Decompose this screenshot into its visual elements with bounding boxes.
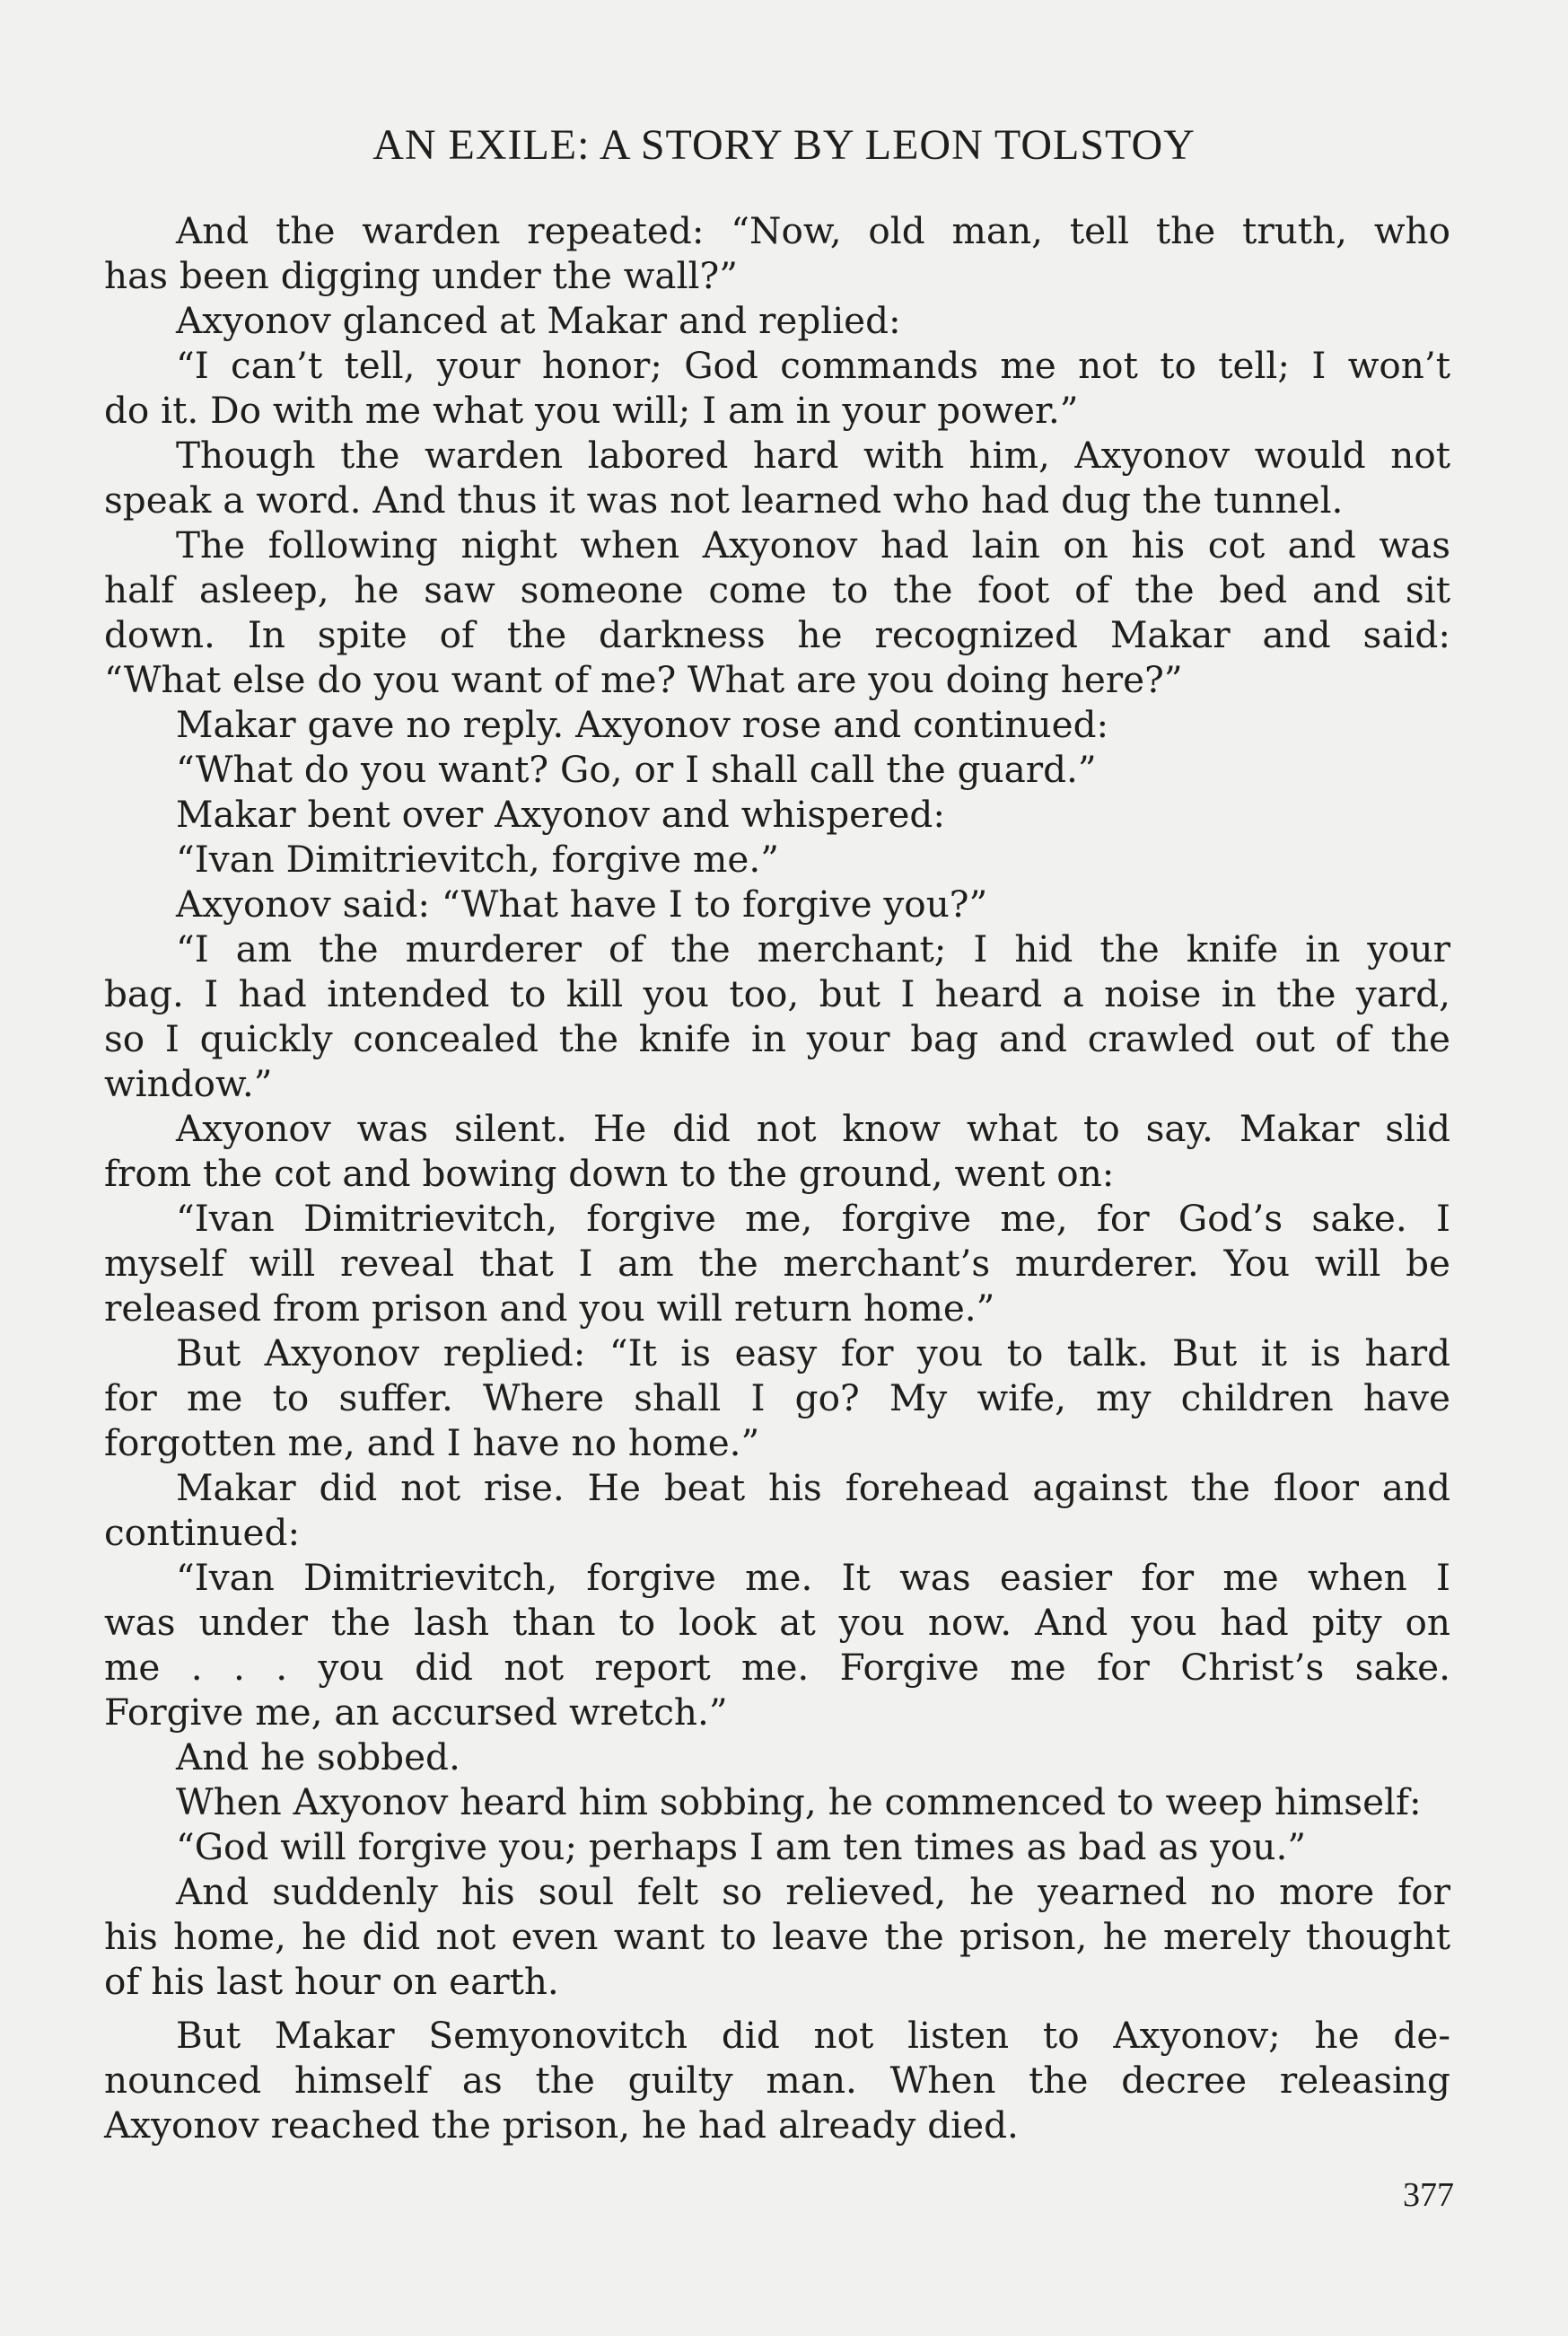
text-line: was under the lash than to look at you now. And you had pity on [104, 1601, 1450, 1644]
text-line: “Ivan Dimitrievitch, forgive me. It was easier for me when I [176, 1556, 1450, 1599]
paragraph [104, 837, 1450, 882]
text-line: And suddenly his soul felt so relieved, he yearned no more for [176, 1870, 1450, 1913]
text-line: “What do you want? Go, or I shall call the guard.” [176, 748, 1097, 791]
text-line: of his last hour on earth. [104, 1960, 559, 2003]
paragraph [104, 702, 1450, 747]
paragraph [104, 1734, 1450, 1779]
text-line: down. In spite of the darkness he recognized Makar and said: [104, 613, 1450, 656]
text-line: window.” [104, 1062, 273, 1105]
text-line: Makar gave no reply. Axyonov rose and continued: [176, 703, 1109, 746]
text-line: Forgive me, an accursed wretch.” [104, 1691, 728, 1734]
text-line: “God will forgive you; perhaps I am ten times as bad as you.” [176, 1825, 1307, 1868]
text-line: And the warden repeated: “Now, old man, tell the truth, who [176, 209, 1450, 252]
text-line: “Ivan Dimitrievitch, forgive me.” [176, 838, 779, 881]
text-line: Axyonov glanced at Makar and replied: [176, 299, 901, 342]
paragraph [104, 2013, 1450, 2147]
text-line: myself will reveal that I am the merchant’s murderer. You will be [104, 1242, 1450, 1285]
paragraph [104, 1555, 1450, 1734]
paragraph [104, 523, 1450, 702]
text-line: Though the warden labored hard with him, Axyonov would not [176, 434, 1450, 477]
text-line: The following night when Axyonov had lain on his cot and was [176, 523, 1450, 566]
text-line: so I quickly concealed the knife in your bag and crawled out of the [104, 1017, 1450, 1060]
text-line: Axyonov was silent. He did not know what to say. Makar slid [176, 1107, 1450, 1150]
page-number: 377 [1403, 2176, 1454, 2214]
paragraph [104, 1106, 1450, 1196]
text-line: Makar bent over Axyonov and whispered: [176, 793, 946, 836]
paragraph [104, 1330, 1450, 1465]
paragraph [104, 343, 1450, 433]
text-line: “I am the murderer of the merchant; I hid the knife in your [176, 927, 1450, 970]
text-line: Axyonov reached the prison, he had already died. [104, 2103, 1019, 2147]
paragraph [104, 1779, 1450, 1824]
paragraph [104, 433, 1450, 523]
paragraph [104, 1196, 1450, 1330]
text-line: released from prison and you will return home.” [104, 1287, 995, 1330]
paragraph [104, 1465, 1450, 1555]
text-line: for me to suffer. Where shall I go? My wife, my children have [104, 1376, 1450, 1419]
text-line: Axyonov said: “What have I to forgive you?” [176, 883, 988, 926]
text-line: When Axyonov heard him sobbing, he commenced to weep himself: [176, 1780, 1422, 1823]
text-line: “What else do you want of me? What are you doing here?” [104, 658, 1183, 701]
text-line: But Axyonov replied: “It is easy for you to talk. But it is hard [176, 1331, 1450, 1374]
text-line: half asleep, he saw someone come to the foot of the bed and sit [104, 568, 1450, 611]
text-line: speak a word. And thus it was not learned who had dug the tunnel. [104, 479, 1344, 522]
text-line: But Makar Semyonovitch did not listen to Axyonov; he de- [176, 2014, 1450, 2057]
paragraph [104, 298, 1450, 343]
text-line: me . . . you did not report me. Forgive me for Christ’s sake. [104, 1646, 1450, 1689]
paragraph [104, 747, 1450, 792]
text-line: Makar did not rise. He beat his forehead against the floor and [176, 1466, 1450, 1509]
text-line: has been digging under the wall?” [104, 254, 738, 297]
text-line: bag. I had intended to kill you too, but I heard a noise in the yard, [104, 972, 1450, 1015]
paragraph [104, 1824, 1450, 1869]
paragraph [104, 1869, 1450, 2004]
text-line: forgotten me, and I have no home.” [104, 1421, 760, 1464]
paragraph [104, 208, 1450, 298]
text-line: his home, he did not even want to leave the prison, he merely thought [104, 1915, 1450, 1958]
paragraph [104, 882, 1450, 926]
paragraph [104, 926, 1450, 1106]
text-line: from the cot and bowing down to the ground, went on: [104, 1152, 1115, 1195]
paragraph [104, 792, 1450, 837]
running-head: AN EXILE: A STORY BY LEON TOLSTOY [372, 121, 1196, 169]
text-line: nounced himself as the guilty man. When the decree releasing [104, 2059, 1450, 2102]
text-line: do it. Do with me what you will; I am in your power.” [104, 389, 1079, 432]
text-line: And he sobbed. [176, 1735, 460, 1778]
text-line: continued: [104, 1511, 301, 1554]
text-line: “I can’t tell, your honor; God commands me not to tell; I won’t [176, 344, 1450, 387]
text-line: “Ivan Dimitrievitch, forgive me, forgive me, for God’s sake. I [176, 1197, 1450, 1240]
